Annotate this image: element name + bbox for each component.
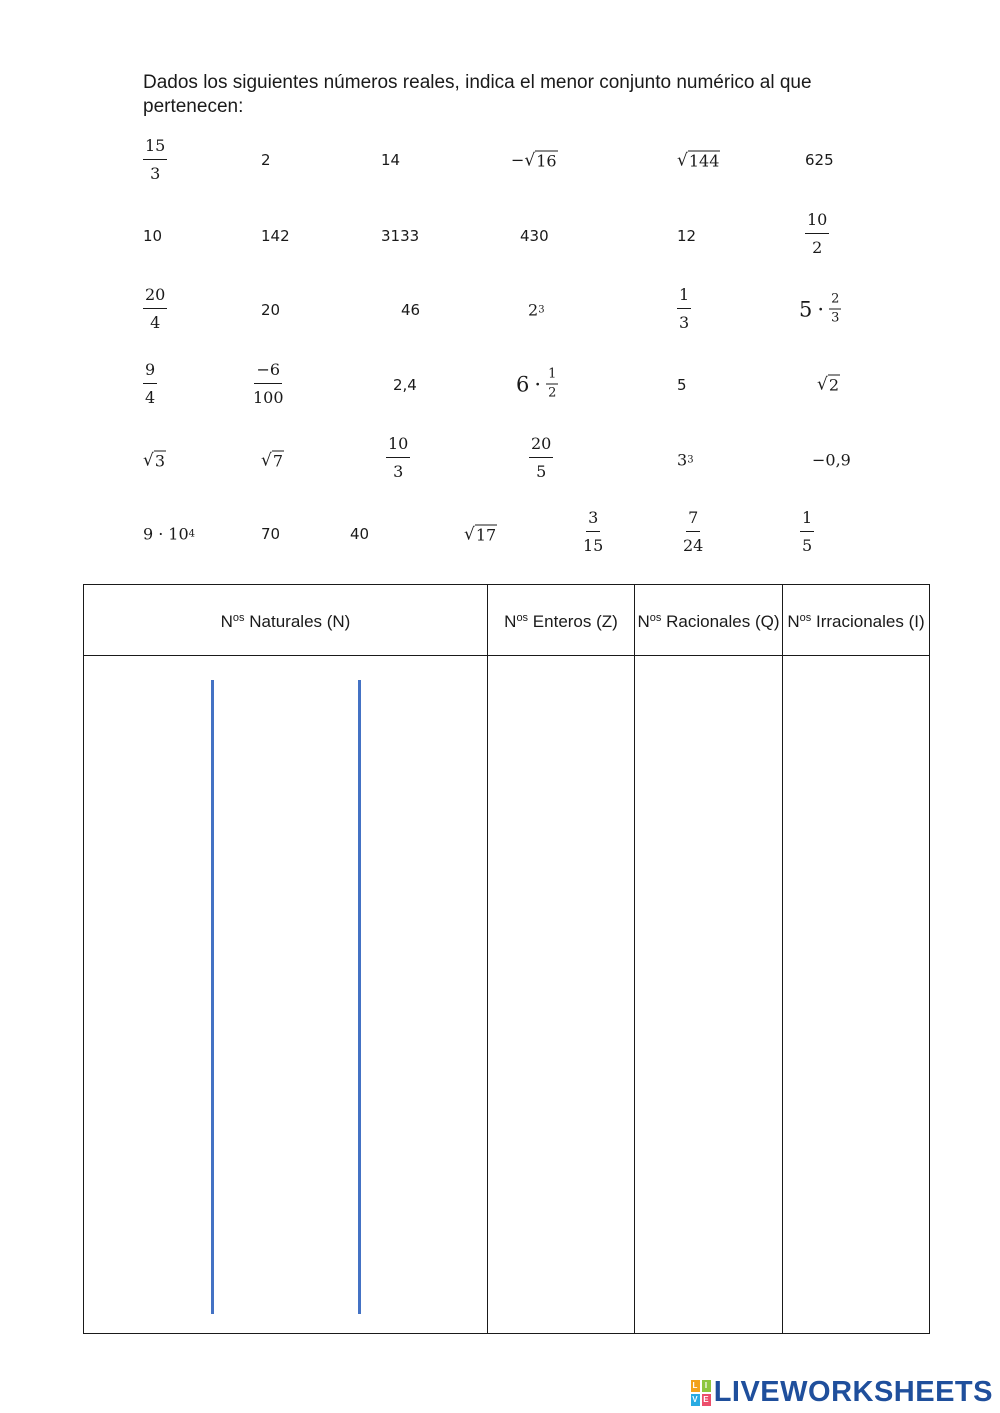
divider-line-right <box>358 680 361 1314</box>
instruction-text: Dados los siguientes números reales, indica el menor conjunto numérico al que pertenecen: <box>143 72 812 117</box>
logo-text: LIVEWORKSHEETS <box>713 1376 993 1408</box>
number-9-over-4: $\frac{9}{4}$ <box>145 360 156 407</box>
logo-mark-icon: L I V E <box>692 1380 710 1404</box>
drop-zone-irracionales[interactable] <box>783 656 930 1334</box>
drop-zone-naturales[interactable] <box>84 656 488 1334</box>
number-40: 40 <box>350 525 370 543</box>
number-5-times-2-over-3: 5 · $\frac{2}{3}$ <box>799 291 840 326</box>
number-3133: 3133 <box>381 227 420 245</box>
number-10-over-3: $\frac{10}{3}$ <box>388 434 409 481</box>
number-625: 625 <box>805 151 834 169</box>
number-20-over-5: $\frac{20}{5}$ <box>531 434 552 481</box>
divider-line-left <box>211 680 214 1314</box>
number-sqrt-144: √ 144 <box>677 150 720 171</box>
number-70: 70 <box>261 525 281 543</box>
number-2-cubed: 2 3 <box>528 300 545 320</box>
number-minus-0-comma-9: −0,9 <box>812 450 851 470</box>
number-142: 142 <box>261 227 290 245</box>
header-enteros: $N^{os}$ Enteros (Z) <box>488 585 635 656</box>
number-1-over-3: $\frac{1}{3}$ <box>679 285 690 332</box>
number-sqrt-2: √ 2 <box>817 374 840 395</box>
number-5: 5 <box>677 376 687 394</box>
number-10-over-2: $\frac{10}{2}$ <box>807 210 828 257</box>
number-sqrt-3: √ 3 <box>143 450 166 471</box>
number-sqrt-7: √ 7 <box>261 450 284 471</box>
number-15-over-3: $\frac{15}{3}$ <box>145 136 166 183</box>
header-naturales: $N^{os}$ Naturales (N) <box>84 585 488 656</box>
number-430: 430 <box>520 227 549 245</box>
number-2: 2 <box>261 151 271 169</box>
number-minus-6-over-100: $\frac{-6}{100}$ <box>253 360 284 407</box>
liveworksheets-logo <box>691 1376 993 1409</box>
number-2-comma-4: 2,4 <box>393 376 417 394</box>
number-20-over-4: $\frac{20}{4}$ <box>145 285 166 332</box>
number-6-times-1-over-2: 6 · $\frac{1}{2}$ <box>516 366 557 401</box>
number-20: 20 <box>261 301 281 319</box>
number-sqrt-17: √ 17 <box>464 524 497 545</box>
number-3-over-15: $\frac{3}{15}$ <box>583 508 604 555</box>
number-9-times-10-to-4: 9 · 10 4 <box>143 524 196 544</box>
number-14: 14 <box>381 151 401 169</box>
number-46: 46 <box>401 301 421 319</box>
header-racionales: $N^{os}$ Racionales (Q) <box>635 585 783 656</box>
number-7-over-24: $\frac{7}{24}$ <box>683 508 704 555</box>
number-10: 10 <box>143 227 163 245</box>
number-minus-sqrt-16: − √ 16 <box>511 150 557 171</box>
number-1-over-5: $\frac{1}{5}$ <box>802 508 813 555</box>
drop-zone-racionales[interactable] <box>635 656 783 1334</box>
number-12: 12 <box>677 227 697 245</box>
drop-zone-enteros[interactable] <box>488 656 635 1334</box>
number-3-cubed: 3 3 <box>677 450 694 470</box>
header-irracionales: $N^{os}$ Irracionales (I) <box>783 585 930 656</box>
